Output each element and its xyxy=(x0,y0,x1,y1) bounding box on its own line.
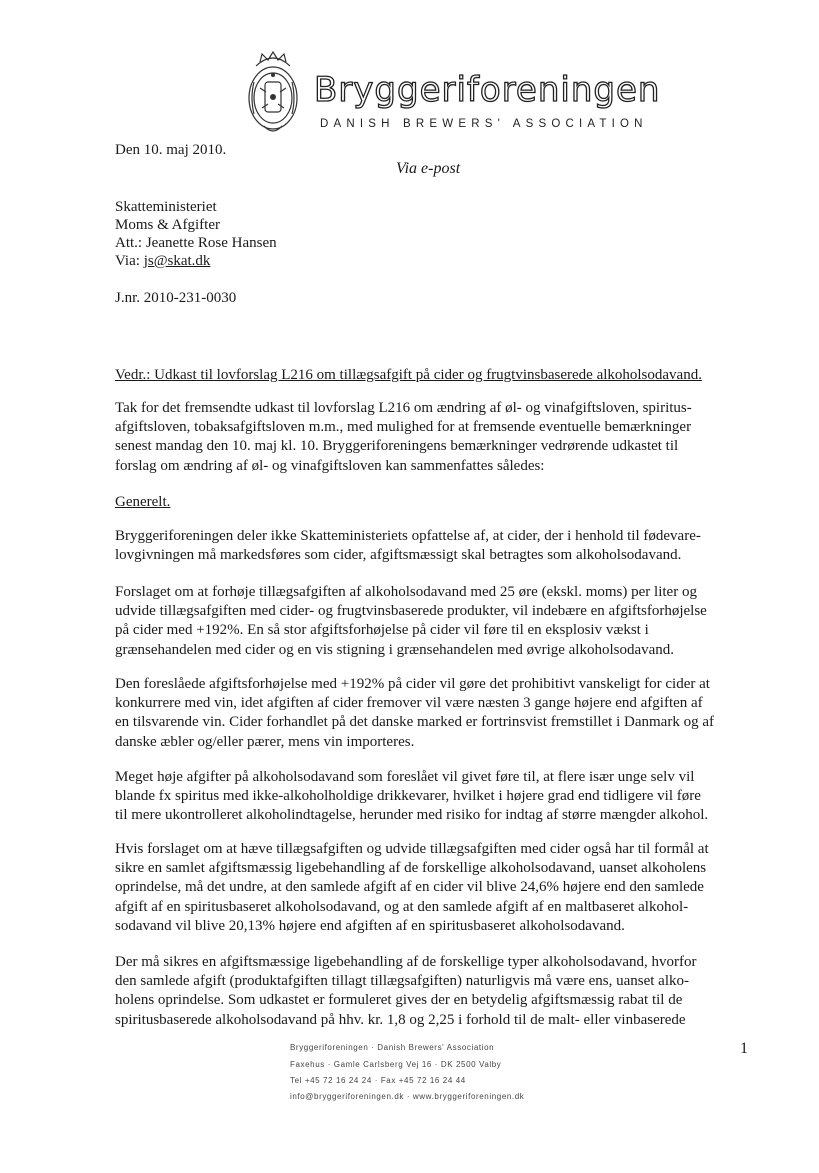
paragraph-discount xyxy=(115,953,755,1030)
recipient-via xyxy=(115,253,210,270)
text-line: sikre en samlet afgiftsmæssig ligebehandling af de forskellige alkoholsodavand, uanset alkoholens xyxy=(115,860,707,877)
page-number: 1 xyxy=(740,1040,748,1057)
paragraph-competition xyxy=(115,675,755,752)
footer-line-1: Bryggeriforeningen · Danish Brewers' Association xyxy=(290,1043,495,1052)
subject-line: Vedr.: Udkast til lovforslag L216 om tillægsafgift på cider og frugtvinsbaserede alkoholsodavand. xyxy=(115,367,702,383)
paragraph-proposal xyxy=(115,583,755,660)
paragraph-consumption xyxy=(115,768,755,826)
text-line: afgift af en spiritusbaseret alkoholsodavand, og at den samlede afgift af en maltbaseret alkohol- xyxy=(115,898,689,915)
recipient-line-1: Skatteministeriet xyxy=(115,199,217,215)
text-line: lovgivningen må markedsføres som cider, afgiftsmæssigt skal betragtes som alkoholsodavand. xyxy=(115,547,682,564)
text-line: Hvis forslaget om at hæve tillægsafgiften og udvide tillægsafgiften med cider også har til formål at xyxy=(115,841,709,857)
via-email-link[interactable]: js@skat.dk xyxy=(143,253,211,269)
footer-line-2: Faxehus · Gamle Carlsberg Vej 16 · DK 2500 Valby xyxy=(290,1060,502,1069)
text-line: forslag om ændring af øl- og vinafgiftsloven kan sammenfattes således: xyxy=(115,457,545,474)
paragraph-position xyxy=(115,527,755,565)
text-line: Meget høje afgifter på alkoholsodavand som foreslået vil givet føre til, at flere især unge selv vil xyxy=(115,769,695,785)
footer-line-4: info@bryggeriforeningen.dk · www.bryggeriforeningen.dk xyxy=(290,1092,525,1101)
text-line: på cider med +192%. En så stor afgiftsforhøjelse på cider vil føre til en eksplosiv vækst i xyxy=(115,622,649,639)
text-line: den samlede afgift (produktafgiften tillagt tillægsafgiften) naturligvis må være ens, uanset alko- xyxy=(115,973,690,990)
text-line: holens oprindelse. Som udkastet er formuleret gives der en betydelig afgiftsmæssig rabat til de xyxy=(115,992,683,1009)
text-line: Bryggeriforeningen deler ikke Skatteministeriets opfattelse af, at cider, der i henhold til fødevare- xyxy=(115,528,701,544)
paragraph-intro xyxy=(115,399,755,476)
text-line: sodavand vil blive 20,13% højere end afgiften af en spiritusbaseret alkoholsodavand. xyxy=(115,917,625,934)
text-line: danske æbler og/eller pærer, mens vin importeres. xyxy=(115,733,415,750)
org-name: Bryggeriforeningen xyxy=(314,70,661,110)
text-line: senest mandag den 10. maj kl. 10. Bryggeriforeningens bemærkninger vedrørende udkastet til xyxy=(115,438,679,455)
text-line: en tilsvarende vin. Cider forhandlet på det danske marked er fortrinsvist fremstillet i Danmark og af xyxy=(115,714,714,731)
journal-number: J.nr. 2010-231-0030 xyxy=(115,290,237,306)
recipient-line-3: Att.: Jeanette Rose Hansen xyxy=(115,235,277,251)
text-line: afgiftsloven, tobaksafgiftsloven m.m., med mulighed for at fremsende eventuelle bemærkninger xyxy=(115,419,692,436)
text-line: Der må sikres en afgiftsmæssige ligebehandling af de forskellige typer alkoholsodavand, hvorfor xyxy=(115,954,697,970)
via-label: Via: xyxy=(115,253,144,269)
recipient-line-2: Moms & Afgifter xyxy=(115,217,220,233)
delivery-method: Via e-post xyxy=(396,160,461,177)
text-line: udvide tillægsafgiften med cider- og frugtvinsbaserede produkter, vil indebære en afgiftsforhøjelse xyxy=(115,603,707,620)
paragraph-equal-treatment xyxy=(115,840,755,936)
text-line: oprindelse, må det undre, at den samlede afgift af en cider vil blive 24,6% højere end den samlede xyxy=(115,879,704,896)
text-line: Forslaget om at forhøje tillægsafgiften af alkoholsodavand med 25 øre (ekskl. moms) per liter og xyxy=(115,584,697,600)
text-line: til mere ukontrolleret alkoholindtagelse, herunder med risiko for indtag af større mængder alkohol. xyxy=(115,807,709,824)
letter-date: Den 10. maj 2010. xyxy=(115,142,227,158)
text-line: Den foreslåede afgiftsforhøjelse med +192% på cider vil gøre det prohibitivt vanskeligt for cider at xyxy=(115,676,710,692)
text-line: grænsehandelen med cider og en vis stigning i grænsehandelen med øvrige alkoholsodavand. xyxy=(115,641,675,658)
section-heading: Generelt. xyxy=(115,494,171,510)
crest-emblem-icon xyxy=(242,48,304,136)
org-subtitle: DANISH BREWERS' ASSOCIATION xyxy=(320,118,648,130)
footer-line-3: Tel +45 72 16 24 24 · Fax +45 72 16 24 44 xyxy=(290,1076,466,1085)
text-line: konkurrere med vin, idet afgiften af cider fremover vil være næsten 3 gange højere end afgiften af xyxy=(115,695,703,712)
text-line: spiritusbaserede alkoholsodavand på hhv. kr. 1,8 og 2,25 i forhold til de malt- eller vinbaserede xyxy=(115,1011,686,1028)
text-line: Tak for det fremsendte udkast til lovforslag L216 om ændring af øl- og vinafgiftsloven, spiritus- xyxy=(115,400,692,416)
text-line: blande fx spiritus med ikke-alkoholholdige drikkevarer, hvilket i højere grad end tidligere vil føre xyxy=(115,788,701,805)
